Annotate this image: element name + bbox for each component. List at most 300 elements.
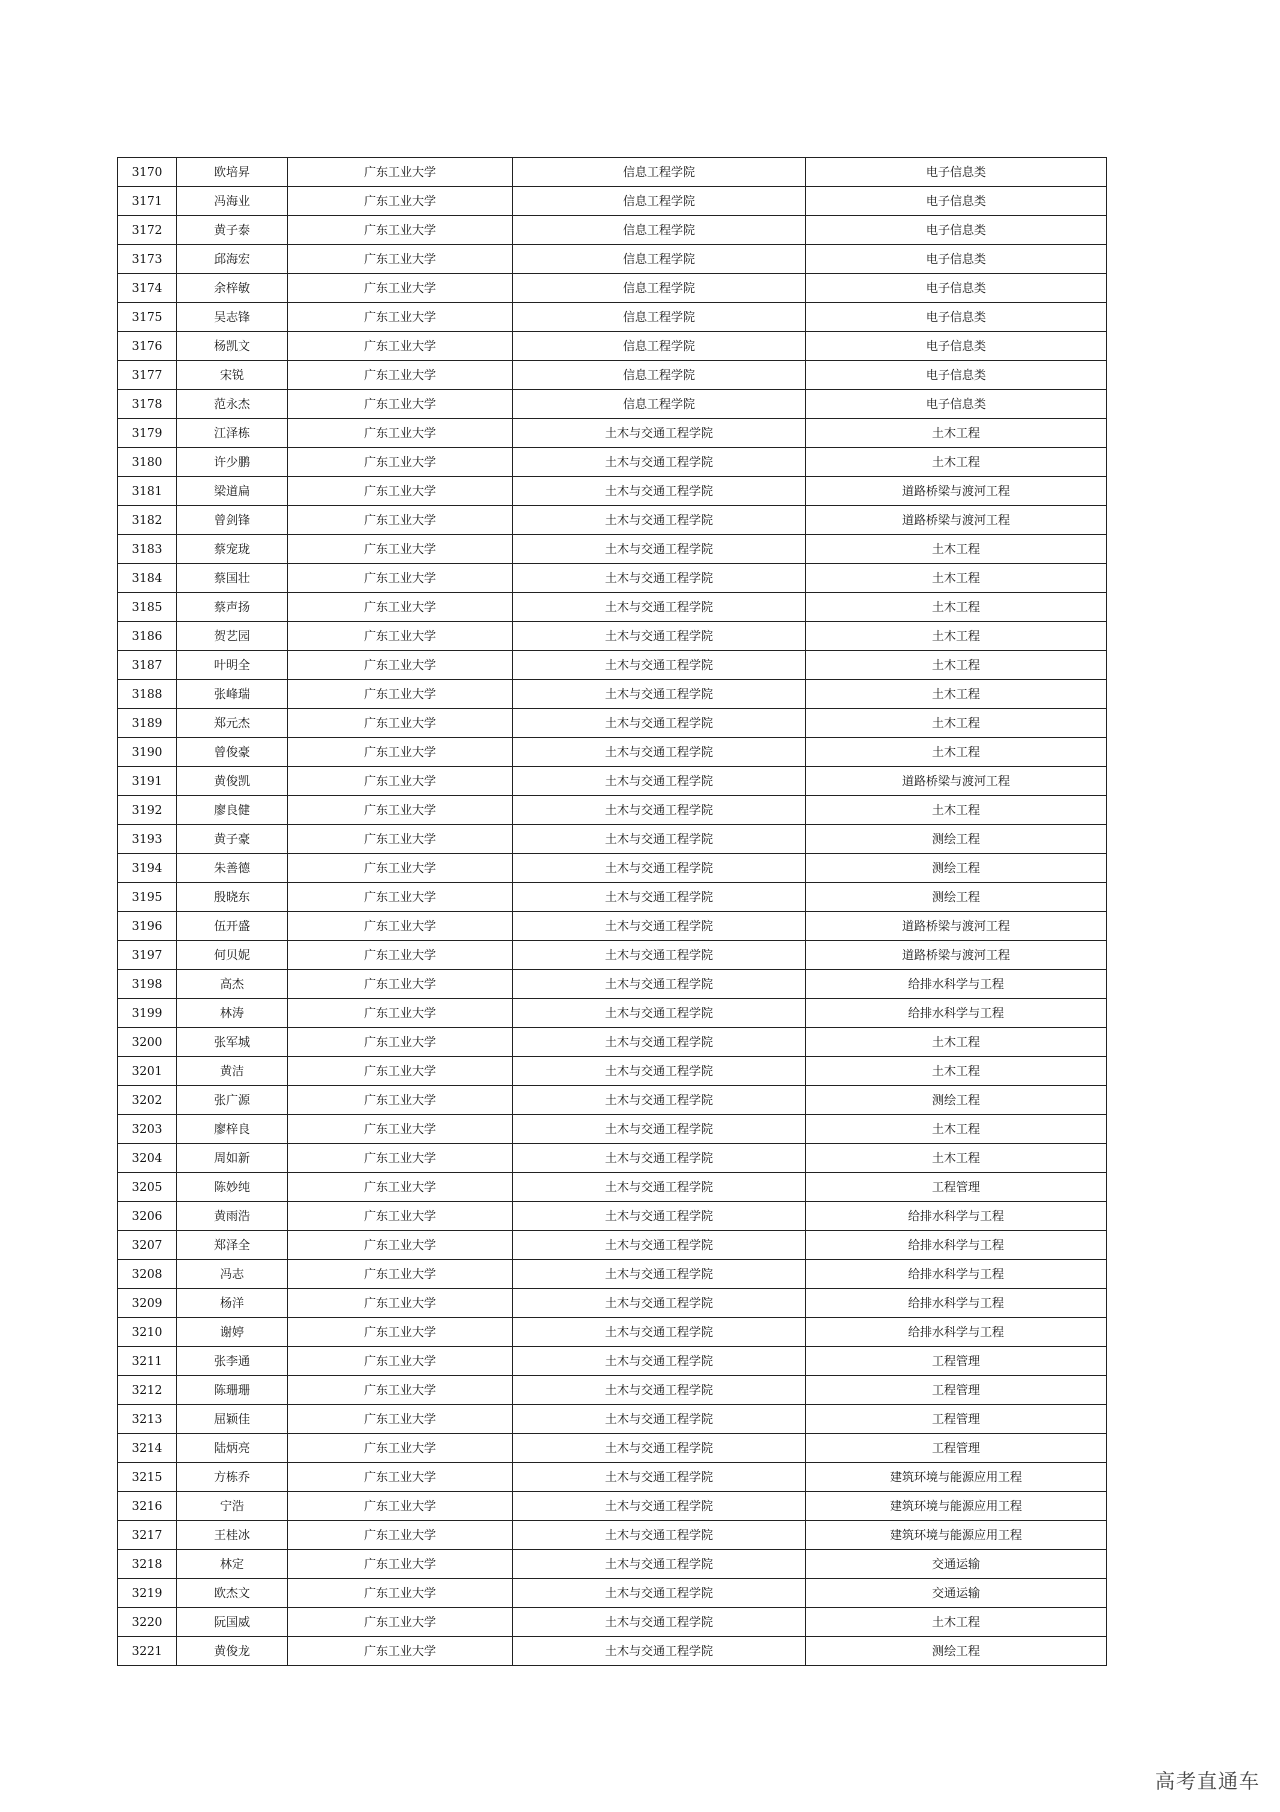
table-row xyxy=(118,1492,1107,1521)
major-cell: 道路桥梁与渡河工程 xyxy=(806,912,1107,941)
table-row xyxy=(118,767,1107,796)
major-cell: 电子信息类 xyxy=(806,274,1107,303)
college-cell: 信息工程学院 xyxy=(513,187,806,216)
college-cell: 土木与交通工程学院 xyxy=(513,622,806,651)
table-row xyxy=(118,1376,1107,1405)
college-cell: 土木与交通工程学院 xyxy=(513,796,806,825)
university-cell: 广东工业大学 xyxy=(288,535,513,564)
major-cell: 土木工程 xyxy=(806,1115,1107,1144)
university-cell: 广东工业大学 xyxy=(288,970,513,999)
student-name-cell: 黄子泰 xyxy=(177,216,288,245)
student-name-cell: 高杰 xyxy=(177,970,288,999)
major-cell: 土木工程 xyxy=(806,651,1107,680)
table-row xyxy=(118,1202,1107,1231)
major-cell: 电子信息类 xyxy=(806,158,1107,187)
student-name-cell: 余梓敏 xyxy=(177,274,288,303)
university-cell: 广东工业大学 xyxy=(288,941,513,970)
college-cell: 土木与交通工程学院 xyxy=(513,1057,806,1086)
row-number-cell: 3195 xyxy=(118,883,177,912)
table-row xyxy=(118,1115,1107,1144)
college-cell: 土木与交通工程学院 xyxy=(513,825,806,854)
row-number-cell: 3207 xyxy=(118,1231,177,1260)
university-cell: 广东工业大学 xyxy=(288,564,513,593)
major-cell: 给排水科学与工程 xyxy=(806,1202,1107,1231)
table-row xyxy=(118,187,1107,216)
major-cell: 土木工程 xyxy=(806,564,1107,593)
college-cell: 土木与交通工程学院 xyxy=(513,477,806,506)
table-row xyxy=(118,477,1107,506)
table-row xyxy=(118,1608,1107,1637)
major-cell: 土木工程 xyxy=(806,419,1107,448)
university-cell: 广东工业大学 xyxy=(288,738,513,767)
row-number-cell: 3173 xyxy=(118,245,177,274)
row-number-cell: 3175 xyxy=(118,303,177,332)
college-cell: 土木与交通工程学院 xyxy=(513,912,806,941)
row-number-cell: 3177 xyxy=(118,361,177,390)
table-row xyxy=(118,709,1107,738)
major-cell: 电子信息类 xyxy=(806,390,1107,419)
table-row xyxy=(118,1318,1107,1347)
table-row xyxy=(118,651,1107,680)
college-cell: 信息工程学院 xyxy=(513,361,806,390)
student-name-cell: 蔡声扬 xyxy=(177,593,288,622)
college-cell: 土木与交通工程学院 xyxy=(513,1579,806,1608)
major-cell: 电子信息类 xyxy=(806,187,1107,216)
college-cell: 信息工程学院 xyxy=(513,303,806,332)
row-number-cell: 3174 xyxy=(118,274,177,303)
table-row xyxy=(118,419,1107,448)
student-name-cell: 黄洁 xyxy=(177,1057,288,1086)
student-name-cell: 屈颖佳 xyxy=(177,1405,288,1434)
row-number-cell: 3210 xyxy=(118,1318,177,1347)
major-cell: 土木工程 xyxy=(806,1144,1107,1173)
row-number-cell: 3219 xyxy=(118,1579,177,1608)
row-number-cell: 3179 xyxy=(118,419,177,448)
university-cell: 广东工业大学 xyxy=(288,999,513,1028)
college-cell: 土木与交通工程学院 xyxy=(513,941,806,970)
table-row xyxy=(118,593,1107,622)
row-number-cell: 3197 xyxy=(118,941,177,970)
major-cell: 交通运输 xyxy=(806,1579,1107,1608)
college-cell: 土木与交通工程学院 xyxy=(513,1028,806,1057)
university-cell: 广东工业大学 xyxy=(288,709,513,738)
row-number-cell: 3214 xyxy=(118,1434,177,1463)
watermark-text: 高考直通车 xyxy=(1155,1769,1260,1793)
university-cell: 广东工业大学 xyxy=(288,1434,513,1463)
row-number-cell: 3208 xyxy=(118,1260,177,1289)
major-cell: 测绘工程 xyxy=(806,883,1107,912)
college-cell: 土木与交通工程学院 xyxy=(513,1463,806,1492)
student-name-cell: 蔡宠珑 xyxy=(177,535,288,564)
table-row xyxy=(118,1231,1107,1260)
college-cell: 信息工程学院 xyxy=(513,274,806,303)
college-cell: 土木与交通工程学院 xyxy=(513,1637,806,1666)
row-number-cell: 3216 xyxy=(118,1492,177,1521)
student-name-cell: 黄雨浩 xyxy=(177,1202,288,1231)
table-row xyxy=(118,274,1107,303)
table-row xyxy=(118,1260,1107,1289)
major-cell: 土木工程 xyxy=(806,680,1107,709)
major-cell: 土木工程 xyxy=(806,622,1107,651)
table-row xyxy=(118,970,1107,999)
row-number-cell: 3198 xyxy=(118,970,177,999)
row-number-cell: 3180 xyxy=(118,448,177,477)
row-number-cell: 3176 xyxy=(118,332,177,361)
student-name-cell: 曾剑锋 xyxy=(177,506,288,535)
university-cell: 广东工业大学 xyxy=(288,1637,513,1666)
college-cell: 土木与交通工程学院 xyxy=(513,1550,806,1579)
college-cell: 信息工程学院 xyxy=(513,216,806,245)
row-number-cell: 3196 xyxy=(118,912,177,941)
major-cell: 土木工程 xyxy=(806,1057,1107,1086)
row-number-cell: 3187 xyxy=(118,651,177,680)
row-number-cell: 3203 xyxy=(118,1115,177,1144)
row-number-cell: 3191 xyxy=(118,767,177,796)
table-row xyxy=(118,854,1107,883)
table-row xyxy=(118,738,1107,767)
university-cell: 广东工业大学 xyxy=(288,448,513,477)
row-number-cell: 3172 xyxy=(118,216,177,245)
row-number-cell: 3211 xyxy=(118,1347,177,1376)
college-cell: 土木与交通工程学院 xyxy=(513,593,806,622)
college-cell: 土木与交通工程学院 xyxy=(513,1115,806,1144)
row-number-cell: 3205 xyxy=(118,1173,177,1202)
row-number-cell: 3199 xyxy=(118,999,177,1028)
row-number-cell: 3200 xyxy=(118,1028,177,1057)
university-cell: 广东工业大学 xyxy=(288,622,513,651)
student-name-cell: 周如新 xyxy=(177,1144,288,1173)
college-cell: 土木与交通工程学院 xyxy=(513,564,806,593)
row-number-cell: 3218 xyxy=(118,1550,177,1579)
university-cell: 广东工业大学 xyxy=(288,1347,513,1376)
major-cell: 土木工程 xyxy=(806,1028,1107,1057)
table-row xyxy=(118,245,1107,274)
row-number-cell: 3220 xyxy=(118,1608,177,1637)
major-cell: 电子信息类 xyxy=(806,303,1107,332)
major-cell: 道路桥梁与渡河工程 xyxy=(806,941,1107,970)
major-cell: 建筑环境与能源应用工程 xyxy=(806,1463,1107,1492)
table-row xyxy=(118,941,1107,970)
row-number-cell: 3221 xyxy=(118,1637,177,1666)
table-row xyxy=(118,506,1107,535)
college-cell: 土木与交通工程学院 xyxy=(513,1289,806,1318)
table-row xyxy=(118,535,1107,564)
student-name-cell: 叶明全 xyxy=(177,651,288,680)
table-row xyxy=(118,1057,1107,1086)
college-cell: 土木与交通工程学院 xyxy=(513,709,806,738)
row-number-cell: 3206 xyxy=(118,1202,177,1231)
university-cell: 广东工业大学 xyxy=(288,1144,513,1173)
college-cell: 土木与交通工程学院 xyxy=(513,448,806,477)
row-number-cell: 3204 xyxy=(118,1144,177,1173)
student-name-cell: 欧培昇 xyxy=(177,158,288,187)
major-cell: 土木工程 xyxy=(806,738,1107,767)
university-cell: 广东工业大学 xyxy=(288,158,513,187)
student-name-cell: 欧杰文 xyxy=(177,1579,288,1608)
student-name-cell: 宋锐 xyxy=(177,361,288,390)
student-name-cell: 王桂冰 xyxy=(177,1521,288,1550)
row-number-cell: 3209 xyxy=(118,1289,177,1318)
student-name-cell: 陈珊珊 xyxy=(177,1376,288,1405)
table-row xyxy=(118,158,1107,187)
student-name-cell: 黄子豪 xyxy=(177,825,288,854)
student-name-cell: 陆炳亮 xyxy=(177,1434,288,1463)
student-name-cell: 蔡国壮 xyxy=(177,564,288,593)
major-cell: 土木工程 xyxy=(806,535,1107,564)
row-number-cell: 3171 xyxy=(118,187,177,216)
table-row xyxy=(118,1434,1107,1463)
table-row xyxy=(118,796,1107,825)
major-cell: 测绘工程 xyxy=(806,854,1107,883)
row-number-cell: 3201 xyxy=(118,1057,177,1086)
university-cell: 广东工业大学 xyxy=(288,1579,513,1608)
university-cell: 广东工业大学 xyxy=(288,419,513,448)
row-number-cell: 3192 xyxy=(118,796,177,825)
row-number-cell: 3202 xyxy=(118,1086,177,1115)
student-name-cell: 吴志锋 xyxy=(177,303,288,332)
major-cell: 工程管理 xyxy=(806,1376,1107,1405)
college-cell: 土木与交通工程学院 xyxy=(513,506,806,535)
university-cell: 广东工业大学 xyxy=(288,1608,513,1637)
college-cell: 土木与交通工程学院 xyxy=(513,854,806,883)
college-cell: 土木与交通工程学院 xyxy=(513,1405,806,1434)
row-number-cell: 3182 xyxy=(118,506,177,535)
student-name-cell: 江泽栋 xyxy=(177,419,288,448)
student-name-cell: 张广源 xyxy=(177,1086,288,1115)
major-cell: 工程管理 xyxy=(806,1347,1107,1376)
college-cell: 土木与交通工程学院 xyxy=(513,1492,806,1521)
table-row xyxy=(118,390,1107,419)
student-name-cell: 廖良健 xyxy=(177,796,288,825)
college-cell: 土木与交通工程学院 xyxy=(513,1144,806,1173)
student-name-cell: 黄俊龙 xyxy=(177,1637,288,1666)
table-row xyxy=(118,1550,1107,1579)
student-name-cell: 殷晓东 xyxy=(177,883,288,912)
university-cell: 广东工业大学 xyxy=(288,1115,513,1144)
row-number-cell: 3194 xyxy=(118,854,177,883)
college-cell: 土木与交通工程学院 xyxy=(513,1521,806,1550)
major-cell: 交通运输 xyxy=(806,1550,1107,1579)
university-cell: 广东工业大学 xyxy=(288,1260,513,1289)
table-row xyxy=(118,1173,1107,1202)
table-row xyxy=(118,1028,1107,1057)
university-cell: 广东工业大学 xyxy=(288,1173,513,1202)
college-cell: 土木与交通工程学院 xyxy=(513,535,806,564)
major-cell: 道路桥梁与渡河工程 xyxy=(806,767,1107,796)
college-cell: 土木与交通工程学院 xyxy=(513,1318,806,1347)
university-cell: 广东工业大学 xyxy=(288,216,513,245)
student-name-cell: 范永杰 xyxy=(177,390,288,419)
major-cell: 土木工程 xyxy=(806,448,1107,477)
university-cell: 广东工业大学 xyxy=(288,1521,513,1550)
major-cell: 给排水科学与工程 xyxy=(806,970,1107,999)
major-cell: 电子信息类 xyxy=(806,216,1107,245)
student-name-cell: 郑泽全 xyxy=(177,1231,288,1260)
college-cell: 土木与交通工程学院 xyxy=(513,1086,806,1115)
roster-body xyxy=(118,158,1107,1666)
row-number-cell: 3217 xyxy=(118,1521,177,1550)
major-cell: 工程管理 xyxy=(806,1434,1107,1463)
row-number-cell: 3188 xyxy=(118,680,177,709)
table-row xyxy=(118,1144,1107,1173)
student-name-cell: 伍开盛 xyxy=(177,912,288,941)
university-cell: 广东工业大学 xyxy=(288,303,513,332)
college-cell: 土木与交通工程学院 xyxy=(513,1260,806,1289)
university-cell: 广东工业大学 xyxy=(288,1028,513,1057)
college-cell: 土木与交通工程学院 xyxy=(513,680,806,709)
college-cell: 土木与交通工程学院 xyxy=(513,767,806,796)
row-number-cell: 3213 xyxy=(118,1405,177,1434)
university-cell: 广东工业大学 xyxy=(288,912,513,941)
roster-table xyxy=(117,157,1107,1666)
table-row xyxy=(118,448,1107,477)
major-cell: 工程管理 xyxy=(806,1173,1107,1202)
college-cell: 土木与交通工程学院 xyxy=(513,1173,806,1202)
major-cell: 道路桥梁与渡河工程 xyxy=(806,477,1107,506)
college-cell: 土木与交通工程学院 xyxy=(513,738,806,767)
student-name-cell: 何贝妮 xyxy=(177,941,288,970)
major-cell: 电子信息类 xyxy=(806,245,1107,274)
student-name-cell: 许少鹏 xyxy=(177,448,288,477)
student-name-cell: 张军城 xyxy=(177,1028,288,1057)
table-row xyxy=(118,216,1107,245)
student-name-cell: 林定 xyxy=(177,1550,288,1579)
university-cell: 广东工业大学 xyxy=(288,1231,513,1260)
major-cell: 电子信息类 xyxy=(806,332,1107,361)
university-cell: 广东工业大学 xyxy=(288,1289,513,1318)
university-cell: 广东工业大学 xyxy=(288,477,513,506)
row-number-cell: 3215 xyxy=(118,1463,177,1492)
student-name-cell: 杨凯文 xyxy=(177,332,288,361)
table-row xyxy=(118,825,1107,854)
table-row xyxy=(118,564,1107,593)
university-cell: 广东工业大学 xyxy=(288,883,513,912)
college-cell: 信息工程学院 xyxy=(513,158,806,187)
major-cell: 测绘工程 xyxy=(806,1086,1107,1115)
table-row xyxy=(118,622,1107,651)
university-cell: 广东工业大学 xyxy=(288,1550,513,1579)
table-row xyxy=(118,361,1107,390)
college-cell: 土木与交通工程学院 xyxy=(513,883,806,912)
table-row xyxy=(118,1521,1107,1550)
table-row xyxy=(118,999,1107,1028)
major-cell: 建筑环境与能源应用工程 xyxy=(806,1492,1107,1521)
college-cell: 土木与交通工程学院 xyxy=(513,970,806,999)
major-cell: 土木工程 xyxy=(806,796,1107,825)
college-cell: 土木与交通工程学院 xyxy=(513,1434,806,1463)
table-row xyxy=(118,1347,1107,1376)
table-row xyxy=(118,1463,1107,1492)
college-cell: 土木与交通工程学院 xyxy=(513,999,806,1028)
student-name-cell: 宁浩 xyxy=(177,1492,288,1521)
university-cell: 广东工业大学 xyxy=(288,390,513,419)
college-cell: 土木与交通工程学院 xyxy=(513,651,806,680)
university-cell: 广东工业大学 xyxy=(288,1463,513,1492)
row-number-cell: 3178 xyxy=(118,390,177,419)
major-cell: 给排水科学与工程 xyxy=(806,1318,1107,1347)
student-name-cell: 冯海业 xyxy=(177,187,288,216)
student-name-cell: 郑元杰 xyxy=(177,709,288,738)
row-number-cell: 3186 xyxy=(118,622,177,651)
university-cell: 广东工业大学 xyxy=(288,361,513,390)
table-row xyxy=(118,1637,1107,1666)
table-row xyxy=(118,1405,1107,1434)
student-name-cell: 张峰瑞 xyxy=(177,680,288,709)
student-name-cell: 陈妙纯 xyxy=(177,1173,288,1202)
student-name-cell: 林涛 xyxy=(177,999,288,1028)
row-number-cell: 3184 xyxy=(118,564,177,593)
major-cell: 给排水科学与工程 xyxy=(806,999,1107,1028)
university-cell: 广东工业大学 xyxy=(288,854,513,883)
row-number-cell: 3185 xyxy=(118,593,177,622)
student-name-cell: 阮国威 xyxy=(177,1608,288,1637)
table-row xyxy=(118,1086,1107,1115)
row-number-cell: 3183 xyxy=(118,535,177,564)
major-cell: 道路桥梁与渡河工程 xyxy=(806,506,1107,535)
university-cell: 广东工业大学 xyxy=(288,1057,513,1086)
major-cell: 给排水科学与工程 xyxy=(806,1231,1107,1260)
student-name-cell: 张李通 xyxy=(177,1347,288,1376)
major-cell: 电子信息类 xyxy=(806,361,1107,390)
university-cell: 广东工业大学 xyxy=(288,593,513,622)
major-cell: 给排水科学与工程 xyxy=(806,1260,1107,1289)
table-row xyxy=(118,1579,1107,1608)
row-number-cell: 3190 xyxy=(118,738,177,767)
university-cell: 广东工业大学 xyxy=(288,1405,513,1434)
college-cell: 土木与交通工程学院 xyxy=(513,1202,806,1231)
university-cell: 广东工业大学 xyxy=(288,1492,513,1521)
table-row xyxy=(118,303,1107,332)
major-cell: 工程管理 xyxy=(806,1405,1107,1434)
university-cell: 广东工业大学 xyxy=(288,1376,513,1405)
table-row xyxy=(118,912,1107,941)
university-cell: 广东工业大学 xyxy=(288,1202,513,1231)
student-name-cell: 冯志 xyxy=(177,1260,288,1289)
student-name-cell: 杨洋 xyxy=(177,1289,288,1318)
college-cell: 信息工程学院 xyxy=(513,245,806,274)
university-cell: 广东工业大学 xyxy=(288,332,513,361)
college-cell: 信息工程学院 xyxy=(513,390,806,419)
college-cell: 土木与交通工程学院 xyxy=(513,419,806,448)
student-name-cell: 梁道扁 xyxy=(177,477,288,506)
major-cell: 建筑环境与能源应用工程 xyxy=(806,1521,1107,1550)
student-name-cell: 廖梓良 xyxy=(177,1115,288,1144)
university-cell: 广东工业大学 xyxy=(288,651,513,680)
university-cell: 广东工业大学 xyxy=(288,680,513,709)
table-row xyxy=(118,680,1107,709)
university-cell: 广东工业大学 xyxy=(288,245,513,274)
row-number-cell: 3181 xyxy=(118,477,177,506)
table-row xyxy=(118,883,1107,912)
student-name-cell: 贺艺园 xyxy=(177,622,288,651)
college-cell: 信息工程学院 xyxy=(513,332,806,361)
university-cell: 广东工业大学 xyxy=(288,767,513,796)
university-cell: 广东工业大学 xyxy=(288,1318,513,1347)
university-cell: 广东工业大学 xyxy=(288,506,513,535)
student-name-cell: 曾俊豪 xyxy=(177,738,288,767)
major-cell: 土木工程 xyxy=(806,593,1107,622)
major-cell: 土木工程 xyxy=(806,709,1107,738)
university-cell: 广东工业大学 xyxy=(288,796,513,825)
student-name-cell: 邱海宏 xyxy=(177,245,288,274)
row-number-cell: 3170 xyxy=(118,158,177,187)
table-row xyxy=(118,332,1107,361)
major-cell: 给排水科学与工程 xyxy=(806,1289,1107,1318)
college-cell: 土木与交通工程学院 xyxy=(513,1376,806,1405)
student-name-cell: 朱善德 xyxy=(177,854,288,883)
major-cell: 土木工程 xyxy=(806,1608,1107,1637)
college-cell: 土木与交通工程学院 xyxy=(513,1231,806,1260)
